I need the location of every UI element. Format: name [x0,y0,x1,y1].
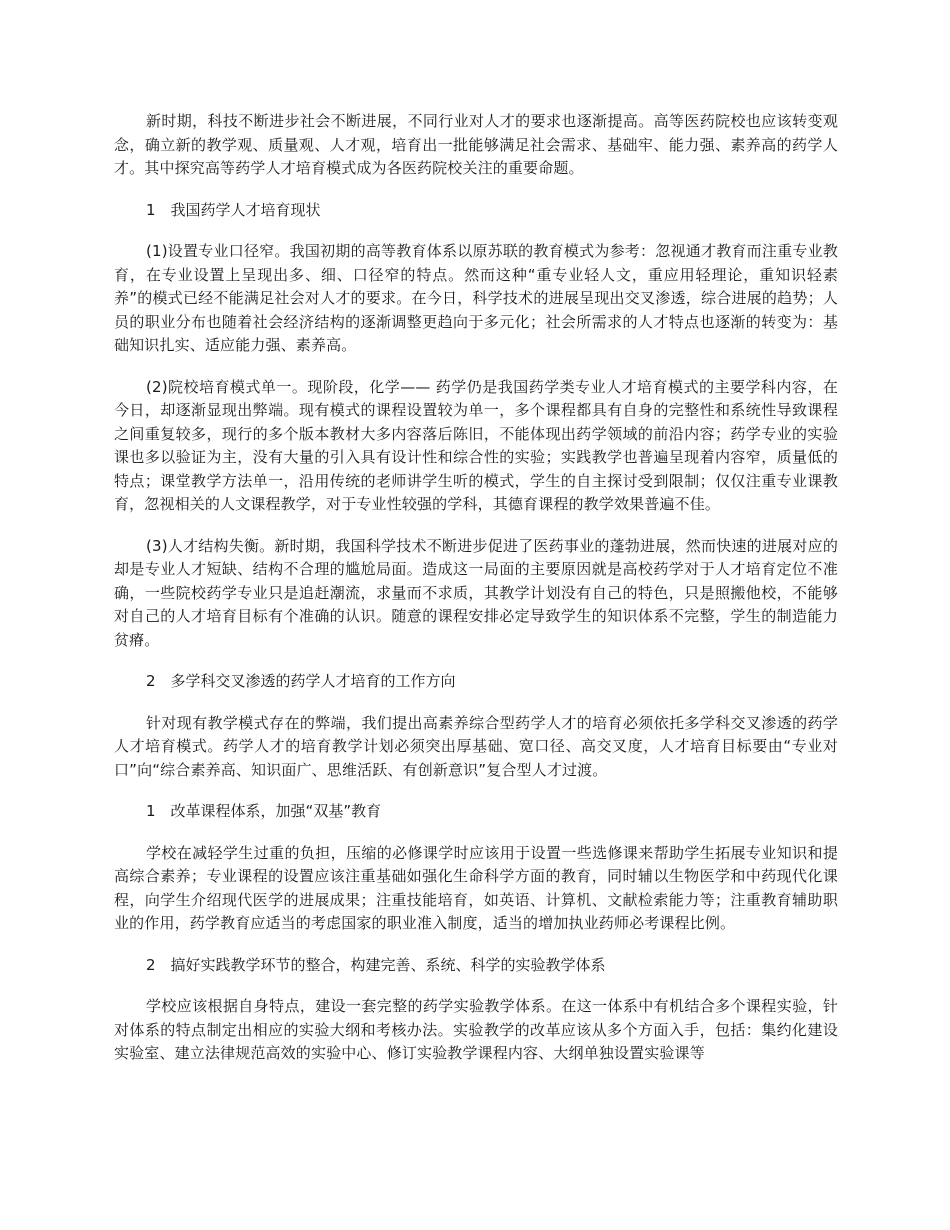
paragraph-1-1: (1)设置专业口径窄。我国初期的高等教育体系以原苏联的教育模式为参考：忽视通才教育而注重专业教育，在专业设置上呈现出多、细、口径窄的特点。然而这种“重专业轻人文，重应用轻理论，重知识轻素养”的模式已经不能满足社会对人才的要求。在今日，科学技术的进展呈现出交叉渗透，综合进展的趋势；人员的职业分布也随着社会经济结构的逐渐调整更趋向于多元化；社会所需求的人才特点也逐渐的转变为：基础知识扎实、适应能力强、素养高。 [114,242,838,354]
section-heading-4: 2 搞好实践教学环节的整合，构建完善、系统、科学的实验教学体系 [146,955,606,974]
paragraph-1-3: (3)人才结构失衡。新时期，我国科学技术不断进步促进了医药事业的蓬勃进展，然而快速的进展对应的却是专业人才短缺、结构不合理的尴尬局面。造成这一局面的主要原因就是高校药学对于人才培育定位不准确，一些院校药学专业只是追赶潮流，求量而不求质，其教学计划没有自己的特色，只是照搬他校，不能够对自己的人才培育目标有个准确的认识。随意的课程安排必定导致学生的知识体系不完整，学生的制造能力贫瘠。 [114,536,838,649]
section-heading-3: 1 改革课程体系，加强“双基”教育 [146,802,382,820]
section-heading-2: 2 多学科交叉渗透的药学人才培育的工作方向 [146,672,456,690]
paragraph-3-1: 学校在减轻学生过重的负担，压缩的必修课学时应该用于设置一些选修课来帮助学生拓展专业知识和提高综合素养；专业课程的设置应该注重基础如强化生命科学方面的教育，同时辅以生物医学和中药现代化课程，向学生介绍现代医学的进展成果；注重技能培育，如英语、计算机、文献检索能力等；注重教育辅助职业的作用，药学教育应适当的考虑国家的职业准入制度，适当的增加执业药师必考课程比例。 [114,843,838,932]
section-heading-1: 1 我国药学人才培育现状 [146,200,321,219]
paragraph-1-2: (2)院校培育模式单一。现阶段，化学—— 药学仍是我国药学类专业人才培育模式的主要学科内容，在今日，却逐渐显现出弊端。现有模式的课程设置较为单一，多个课程都具有自身的完整性和系统性导致课程之间重复较多，现行的多个版本教材大多内容落后陈旧，不能体现出药学领域的前沿内容；药学专业的实验课也多以验证为主，没有大量的引入具有设计性和综合性的实验；实践教学也普遍呈现着内容窄，质量低的特点；课堂教学方法单一，沿用传统的老师讲学生听的模式，学生的自主探讨受到限制；仅仅注重专业课教育，忽视相关的人文课程教学，对于专业性较强的学科，其德育课程的教学效果普遍不佳。 [114,377,838,513]
paragraph-4-1: 学校应该根据自身特点，建设一套完整的药学实验教学体系。在这一体系中有机结合多个课程实验，针对体系的特点制定出相应的实验大纲和考核办法。实验教学的改革应该从多个方面入手，包括：集约化建设实验室、建立法律规范高效的实验中心、修订实验教学课程内容、大纲单独设置实验课等 [114,997,838,1062]
intro-paragraph: 新时期，科技不断进步社会不断进展，不同行业对人才的要求也逐渐提高。高等医药院校也应该转变观念，确立新的教学观、质量观、人才观，培育出一批能够满足社会需求、基础牢、能力强、素养高的药学人才。其中探究高等药学人才培育模式成为各医药院校关注的重要命题。 [114,112,838,177]
document-body [114,110,838,1066]
paragraph-2-1: 针对现有教学模式存在的弊端，我们提出高素养综合型药学人才的培育必须依托多学科交叉渗透的药学人才培育模式。药学人才的培育教学计划必须突出厚基础、宽口径、高交叉度，人才培育目标要由“专业对口”向“综合素养高、知识面广、思维活跃、有创新意识”复合型人才过渡。 [114,713,838,779]
